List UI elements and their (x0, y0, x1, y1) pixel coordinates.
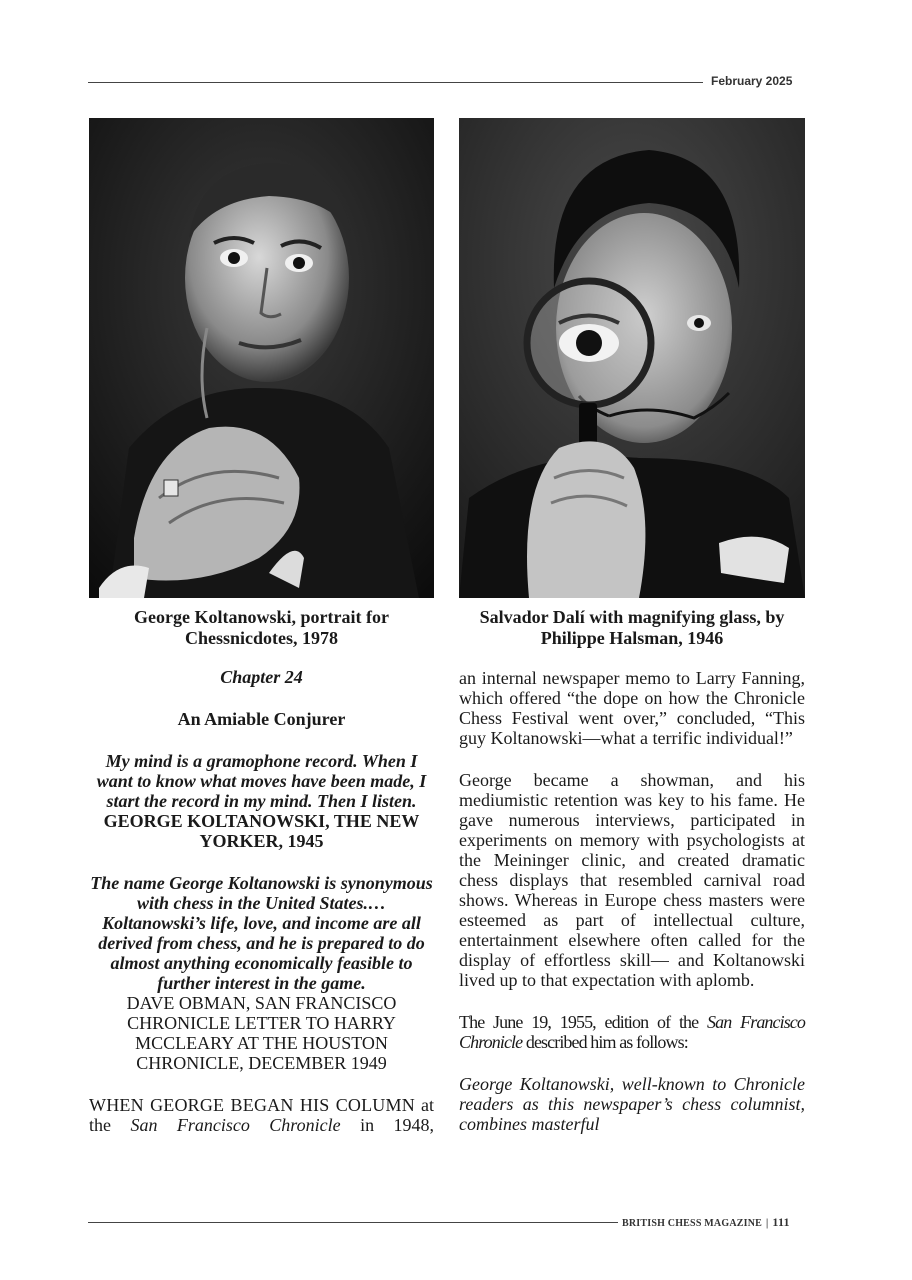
lead-text-post: in 1948, (360, 1115, 434, 1135)
para3-post: described him as follows: (525, 1032, 688, 1052)
left-text-column (89, 667, 434, 1135)
body-lead-paragraph (89, 1095, 434, 1135)
para3-pre: The June 19, 1955, edition of the (459, 1012, 699, 1032)
body-paragraph-4-quote: George Koltanowski, well-known to Chronicle readers as this newspaper’s chess columnist, combines masterful (459, 1074, 805, 1134)
body-paragraph-3 (459, 1012, 805, 1052)
header-rule (88, 82, 703, 83)
koltanowski-portrait-photo (89, 118, 434, 598)
footer (622, 1215, 790, 1230)
epigraph-quote-1: My mind is a gramophone record. When I want to know what moves have been made, I start the record in my mind. Then I listen. (96, 751, 427, 811)
para3-italic: San Francisco Chronicle (459, 1012, 805, 1052)
right-text-column (459, 668, 805, 1134)
left-photo-caption: George Koltanowski, portrait for Chessnicdotes, 1978 (134, 607, 389, 648)
lead-small-caps: WHEN GEORGE BEGAN HIS COLUMN (89, 1095, 415, 1115)
body-paragraph-1: an internal newspaper memo to Larry Fanning, which offered “the dope on how the Chronicle Chess Festival went over,” concluded, “This guy Koltanowski—what a terrific individual!” (459, 668, 805, 748)
lead-text-italic: San Francisco Chronicle (130, 1115, 341, 1135)
right-photo-caption: Salvador Dalí with magnifying glass, by Philippe Halsman, 1946 (479, 607, 785, 648)
publication-name: BRITISH CHESS MAGAZINE (622, 1218, 762, 1229)
lead-text-pre: at the (89, 1095, 434, 1135)
epigraph-attribution-2: DAVE OBMAN, SAN FRANCISCO CHRONICLE LETTER TO HARRY MCCLEARY AT THE HOUSTON CHRONICLE, DECEMBER 1949 (126, 993, 397, 1073)
epigraph-attribution-1: GEORGE KOLTANOWSKI, THE NEW YORKER, 1945 (103, 811, 420, 851)
issue-date: February 2025 (711, 74, 793, 88)
footer-rule (88, 1222, 618, 1223)
footer-separator: | (766, 1218, 769, 1229)
chapter-title: An Amiable Conjurer (177, 709, 346, 729)
body-paragraph-2: George became a showman, and his mediumistic retention was key to his fame. He gave numerous interviews, participated in experiments on memory with psychologists at the Meininger clinic, and created dramatic chess displays that resembled carnival road shows. Whereas in Europe chess masters were esteemed as part of intellectual culture, entertainment elsewhere often called for the display of effortless skill— and Koltanowski lived up to that expectation with aplomb. (459, 770, 805, 990)
epigraph-quote-2: The name George Koltanowski is synonymous with chess in the United States.… Koltanowski’s life, love, and income are all derived from chess, and he is prepared to do almost anything economically feasible to further interest in the game. (90, 873, 433, 993)
page-number: 111 (772, 1215, 790, 1229)
chapter-number: Chapter 24 (220, 667, 303, 687)
dali-magnifying-glass-photo (459, 118, 805, 598)
